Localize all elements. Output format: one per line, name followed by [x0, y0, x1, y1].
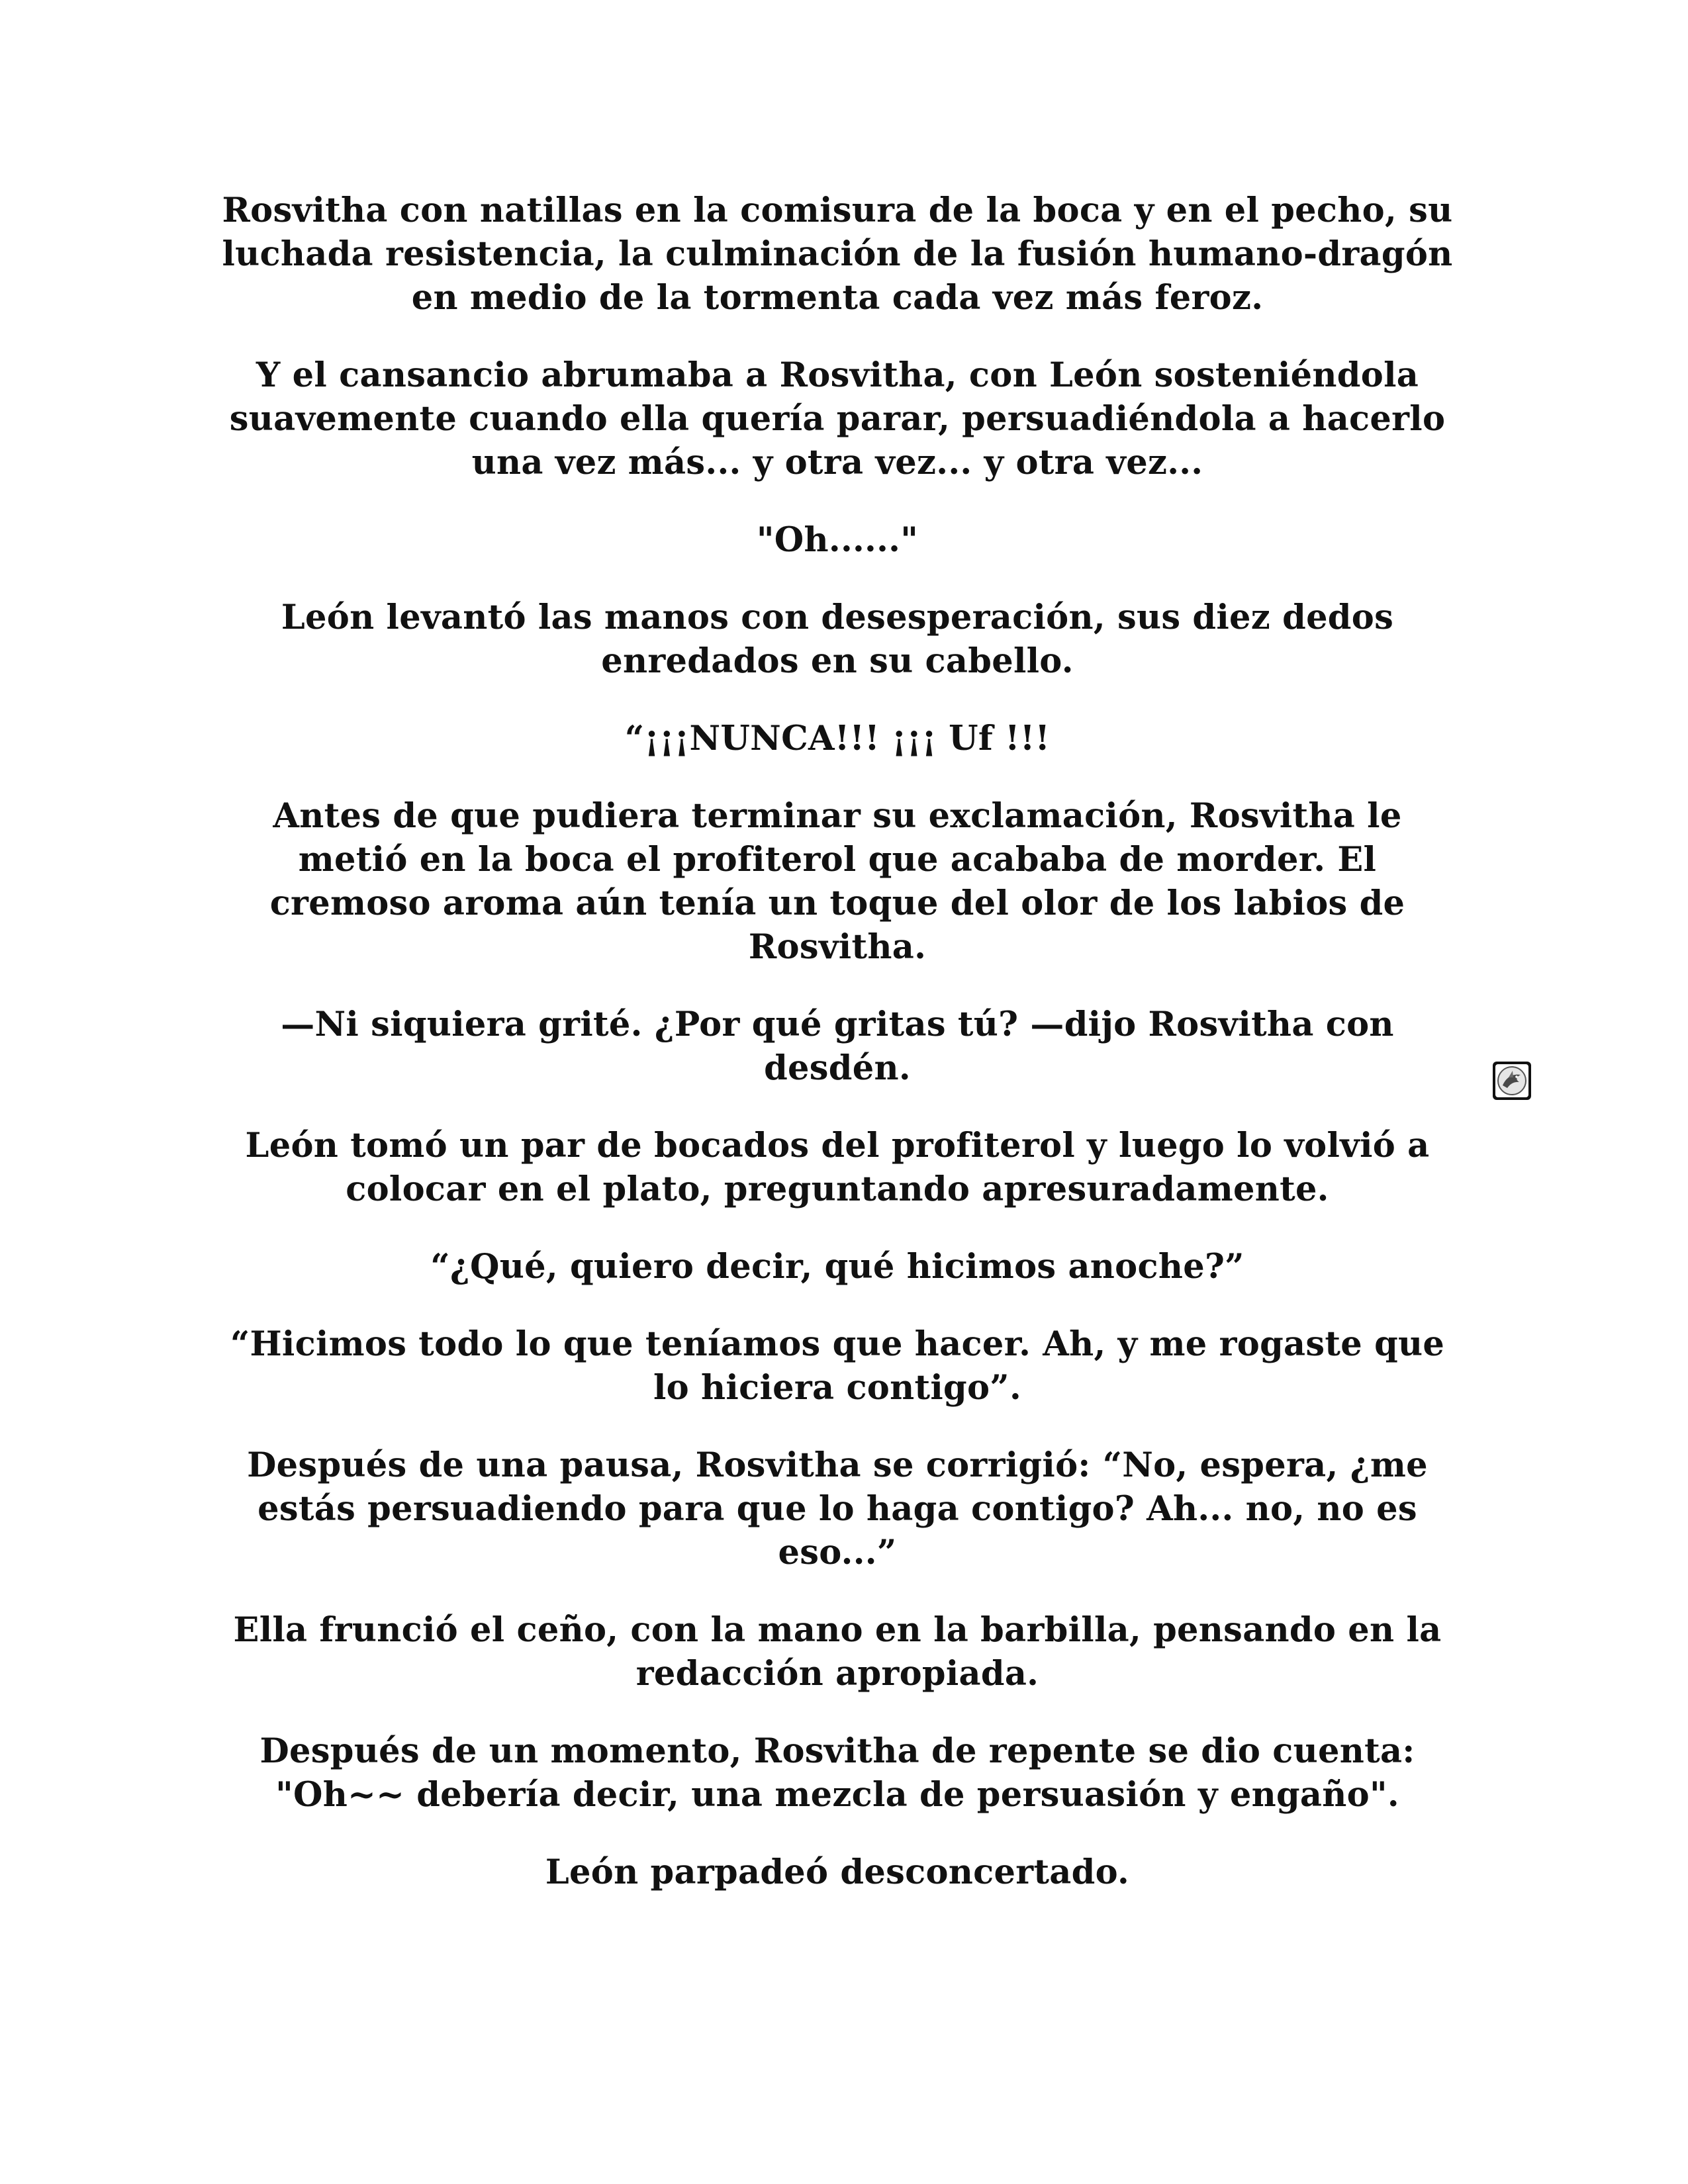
- paragraph-8: León tomó un par de bocados del profiterol y luego lo volvió a colocar en el plato, preguntando apresuradamente.: [245, 1126, 1430, 1209]
- paragraph-1: Rosvitha con natillas en la comisura de la boca y en el pecho, su luchada resistencia, la culminación de la fusión humano-dragón en medio de la tormenta cada vez más feroz.: [222, 191, 1453, 318]
- paragraph-2: Y el cansancio abrumaba a Rosvitha, con León sosteniéndola suavemente cuando ella quería parar, persuadiéndola a hacerlo una vez más... y otra vez... y otra vez...: [229, 355, 1446, 482]
- paragraph-12: Ella frunció el ceño, con la mano en la barbilla, pensando en la redacción apropiada.: [233, 1610, 1442, 1694]
- dragon-emblem-icon: [1493, 1062, 1531, 1100]
- paragraph-14: León parpadeó desconcertado.: [545, 1852, 1130, 1892]
- paragraph-11: Después de una pausa, Rosvitha se corrigió: “No, espera, ¿me estás persuadiendo para que lo haga contigo? Ah... no, no es eso...”: [247, 1445, 1428, 1572]
- paragraph-7: —Ni siquiera grité. ¿Por qué gritas tú? —dijo Rosvitha con desdén.: [281, 1005, 1394, 1088]
- paragraph-5: “¡¡¡NUNCA!!! ¡¡¡ Uf !!!: [624, 719, 1051, 758]
- paragraph-10: “Hicimos todo lo que teníamos que hacer. Ah, y me rogaste que lo hiciera contigo”.: [230, 1324, 1445, 1408]
- paragraph-6: Antes de que pudiera terminar su exclamación, Rosvitha le metió en la boca el profiterol que acababa de morder. El cremoso aroma aún tenía un toque del olor de los labios de Rosvitha.: [269, 796, 1405, 967]
- paragraph-9: “¿Qué, quiero decir, qué hicimos anoche?”: [430, 1247, 1244, 1287]
- paragraph-4: León levantó las manos con desesperación, sus diez dedos enredados en su cabello.: [281, 598, 1394, 681]
- paragraph-3: "Oh......": [756, 520, 919, 560]
- paragraph-13: Después de un momento, Rosvitha de repente se dio cuenta: "Oh~~ debería decir, una mezcla de persuasión y engaño".: [259, 1731, 1415, 1815]
- story-text: [218, 189, 1456, 1928]
